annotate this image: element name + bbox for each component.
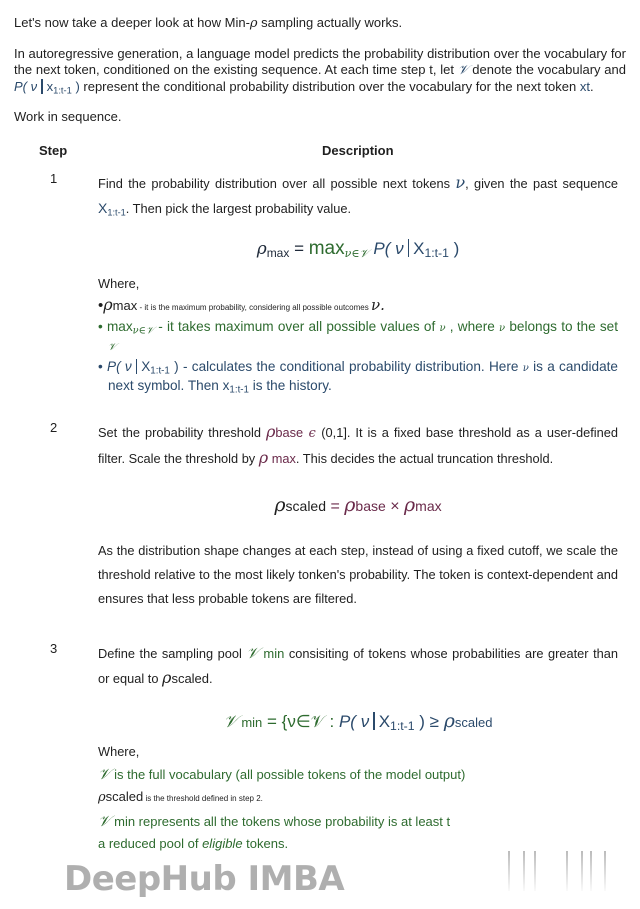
x-subscript: 1:t-1 (390, 719, 415, 734)
step-3-row (14, 641, 626, 855)
xt-symbol: xt (579, 79, 590, 94)
x-symbol: X (141, 359, 151, 374)
period: . (589, 79, 594, 94)
watermark-row (14, 859, 626, 899)
base-label: base (275, 425, 304, 440)
vocab-symbol: 𝒱 (457, 63, 469, 78)
step-text: Find the probability distribution over all possible next tokens (98, 176, 456, 191)
range-value: (0,1] (321, 425, 347, 440)
nu-symbol: ν (455, 173, 466, 192)
step-number: 1 (50, 171, 58, 186)
step-2-explanation: As the distribution shape changes at each step, instead of using a fixed cutoff, we scale the threshold relative to the most likely tonken's probability. The token is context-dependent and ensures that less probable tokens are filtered. (98, 543, 618, 606)
step-text: consisiting of tokens whose probabilities are greater than or equal to (98, 646, 618, 686)
x-subscript: 1:t-1 (424, 246, 449, 261)
bullet-dot: • (98, 319, 107, 334)
x-symbol: x (222, 378, 230, 393)
rho-symbol: ρ (249, 16, 258, 31)
given-bar (408, 239, 410, 258)
step-1-description (98, 171, 618, 221)
definition-text: is the full vocabulary (all possible tokens of the model output) (110, 767, 466, 782)
definition-text: is the threshold defined in step 2. (143, 794, 263, 803)
rho-symbol: ρ (265, 422, 276, 441)
step-2-description (98, 420, 618, 471)
x-subscript: 1:t-1 (229, 384, 249, 396)
rho-symbol: ρ (274, 494, 286, 516)
vocab-symbol: 𝒱 (108, 342, 117, 353)
rho-scaled-definition (98, 786, 626, 810)
bullet-text: - calculates the conditional probability distribution. Here (178, 359, 523, 374)
header-description: Description (322, 143, 394, 158)
scaled-label: scaled (171, 671, 210, 686)
x-symbol: X (98, 200, 108, 216)
intro-paragraph (14, 46, 626, 95)
rho-symbol: ρ (443, 710, 455, 732)
step-text: . (209, 671, 213, 686)
step-1-row (14, 171, 626, 394)
max-subscript: ν∈𝒱 (344, 246, 369, 260)
definition-text: min represents all the tokens whose probability is at least t (110, 814, 451, 829)
min-label: min (237, 715, 263, 730)
element-of-symbol: ϵ (303, 426, 322, 441)
definition-text: tokens. (242, 836, 289, 851)
x-symbol: X (378, 712, 391, 731)
step-text: . It is a fixed base threshold as a user-defined filter. Scale the threshold by (98, 425, 618, 466)
max-label: max (415, 498, 442, 514)
x-subscript: 1:t-1 (53, 85, 72, 96)
step-text: , given the past sequence (465, 176, 618, 191)
where-label: Where, (98, 744, 140, 759)
bullet-conditional-prob (98, 358, 618, 394)
nu-symbol: ν. (370, 296, 385, 314)
max-subscript: max (266, 246, 290, 260)
step-2-row (14, 420, 626, 611)
given-bar (41, 79, 43, 93)
vocab-symbol: 𝒱 (223, 712, 238, 732)
rho-symbol: ρ (103, 295, 113, 314)
table-header (14, 143, 626, 161)
scaled-label: scaled (454, 715, 493, 730)
step-3-description (98, 641, 618, 691)
bullet-text: is the history. (248, 378, 332, 393)
bullet-text: - it is the maximum probability, considering all possible outcomes (137, 303, 371, 312)
max-operator: max (308, 238, 345, 259)
step-text: . Then pick the largest probability value. (125, 201, 352, 216)
eligible-emphasis: eligible (202, 836, 243, 851)
max-operator: max (106, 319, 133, 334)
max-subscript: ν∈𝒱 (132, 325, 155, 337)
intro-lead-text: Let's now take a deeper look at how Min- (14, 15, 250, 30)
scaled-label: scaled (285, 498, 326, 514)
formula-rho-scaled (98, 493, 618, 519)
rho-symbol: ρ (344, 494, 356, 516)
x-subscript: 1:t-1 (150, 365, 170, 377)
watermark: DeepHub IMBA (64, 859, 345, 899)
rho-symbol: ρ (258, 448, 269, 467)
prob-expr: P( ν (14, 79, 38, 94)
intro-text: represent the conditional probability distribution over the vocabulary for the next token (79, 79, 580, 94)
bullet-rho-max (98, 295, 626, 317)
nu-symbol: ν (439, 323, 446, 334)
vocab-symbol: 𝒱 (98, 812, 111, 830)
step-text: Set the probability threshold (98, 425, 266, 440)
given-bar (136, 359, 138, 374)
image-artifact-overlay (466, 849, 616, 895)
bullet-text: - it takes maximum over all possible values of (154, 319, 440, 334)
rho-symbol: ρ (404, 494, 416, 516)
intro-text: In autoregressive generation, a language model predicts the probability distribution over the vocabulary for the next token, conditioned on the existing sequence. At each time step t, let (14, 46, 626, 77)
vocab-definition (98, 763, 626, 786)
rho-symbol: ρ (256, 239, 267, 259)
prob-expr: P( ν (338, 712, 370, 731)
paren-close: ) (169, 359, 179, 374)
equals: = (289, 239, 309, 258)
rho-symbol: ρ (98, 790, 106, 805)
times-operator: × (385, 498, 404, 515)
given-bar (373, 712, 375, 731)
paren-close: ) (71, 79, 80, 94)
step-number: 3 (50, 641, 58, 656)
vocab-symbol: 𝒱 (98, 765, 111, 783)
prob-expr: P( ν (368, 239, 404, 258)
base-label: base (355, 498, 386, 514)
x-subscript: 1:t-1 (107, 207, 126, 218)
x-symbol: x (46, 79, 54, 94)
bullet-dot: • (98, 359, 108, 374)
prob-expr: P( ν (107, 359, 132, 374)
bullet-text: belongs to the set (505, 319, 619, 334)
scaled-label: scaled (105, 789, 144, 804)
max-label: max (112, 298, 138, 313)
step-number: 2 (50, 420, 58, 435)
formula-rho-max (98, 237, 618, 261)
x-symbol: X (413, 239, 425, 258)
formula-v-min (98, 709, 618, 735)
bullet-max-operator (98, 318, 618, 356)
intro-lead-end: sampling actually works. (257, 15, 403, 30)
equals: = (326, 498, 345, 515)
nu-symbol: ν (499, 323, 506, 334)
min-label: min (258, 646, 285, 661)
work-in-sequence: Work in sequence. (14, 109, 122, 124)
rho-symbol: ρ (162, 668, 172, 687)
paren-close: ) (448, 239, 460, 258)
intro-lead (14, 15, 626, 32)
set-builder: = {ν∈𝒱 : (262, 712, 339, 731)
paren-close-geq: ) ≥ (414, 712, 444, 731)
bullet-dot: • (98, 297, 104, 314)
where-label: Where, (98, 276, 140, 291)
bullet-text: is a candidate next symbol. Then (108, 359, 618, 393)
intro-text: denote the vocabulary and (468, 62, 626, 77)
vocab-symbol: 𝒱 (246, 644, 259, 662)
max-label: max (268, 451, 296, 466)
definition-text: a reduced pool of (98, 836, 203, 851)
v-min-definition (98, 810, 626, 833)
step-text: Define the sampling pool (98, 646, 247, 661)
bullet-text: , where (445, 319, 500, 334)
step-text: . This decides the actual truncation threshold. (295, 451, 554, 466)
header-step: Step (39, 143, 68, 158)
nu-symbol: ν (522, 363, 529, 374)
